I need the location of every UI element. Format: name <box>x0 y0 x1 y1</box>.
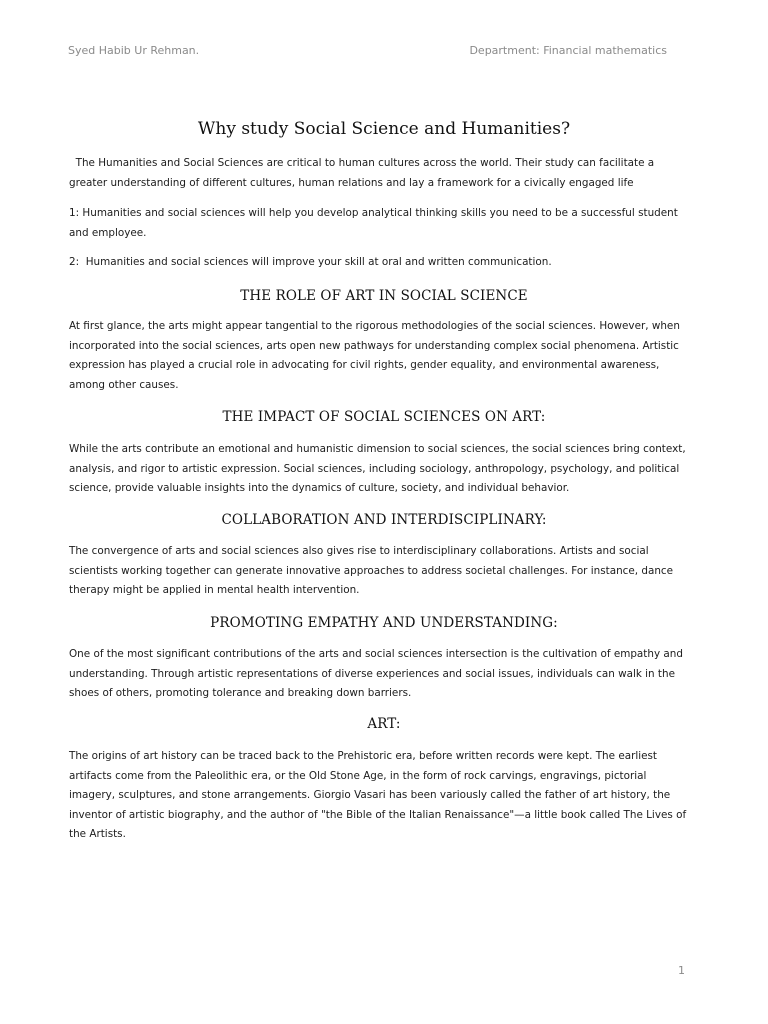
page-header-department: Department: Financial mathematics <box>469 44 667 57</box>
section-body-art: The origins of art history can be traced back to the Prehistoric era, before written records were kept. The earliest artifacts come from the Paleolithic era, or the Old Stone Age, in the form of rock carvings, engravings, pictorial imagery, sculptures, and stone arrangements. Giorgio Vasari has been variously called the father of art history, the inventor of artistic biography, and the author of "the Bible of the Italian Renaissance"—a little book called The Lives of the Artists. <box>69 750 690 840</box>
section-body-empathy: One of the most significant contributions of the arts and social sciences intersection is the cultivation of empathy and understanding. Through artistic representations of diverse experiences and social issues, individuals can walk in the shoes of others, promoting tolerance and breaking down barriers. <box>69 648 687 699</box>
page-header-author: Syed Habib Ur Rehman. <box>68 44 200 57</box>
section-heading-impact-of-social-sciences: THE IMPACT OF SOCIAL SCIENCES ON ART: <box>222 409 546 425</box>
page-number: 1 <box>678 964 685 977</box>
section-heading-empathy: PROMOTING EMPATHY AND UNDERSTANDING: <box>210 615 558 631</box>
point-two-paragraph: 2: Humanities and social sciences will improve your skill at oral and written communication. <box>69 256 552 268</box>
section-body-collaboration: The convergence of arts and social sciences also gives rise to interdisciplinary collaborations. Artists and social scientists working together can generate innovative approaches to address societal challenges. For instance, dance therapy might be applied in mental health intervention. <box>69 545 677 596</box>
section-heading-art: ART: <box>367 716 401 732</box>
section-heading-collaboration: COLLABORATION AND INTERDISCIPLINARY: <box>221 512 547 528</box>
document-title: Why study Social Science and Humanities? <box>197 119 571 139</box>
section-heading-role-of-art: THE ROLE OF ART IN SOCIAL SCIENCE <box>240 288 528 304</box>
point-one-paragraph: 1: Humanities and social sciences will help you develop analytical thinking skills you need to be a successful student and employee. <box>69 207 682 239</box>
section-body-impact-of-social-sciences: While the arts contribute an emotional and humanistic dimension to social sciences, the social sciences bring context, analysis, and rigor to artistic expression. Social sciences, including sociology, anthropology, psychology, and political science, provide valuable insights into the dynamics of culture, society, and individual behavior. <box>69 443 689 494</box>
section-body-role-of-art: At first glance, the arts might appear tangential to the rigorous methodologies of the social sciences. However, when incorporated into the social sciences, arts open new pathways for understanding complex social phenomena. Artistic expression has played a crucial role in advocating for civil rights, gender equality, and environmental awareness, among other causes. <box>69 320 684 391</box>
intro-paragraph: The Humanities and Social Sciences are critical to human cultures across the world. Their study can facilitate a greater understanding of different cultures, human relations and lay a framework for a civically engaged life <box>69 157 658 189</box>
